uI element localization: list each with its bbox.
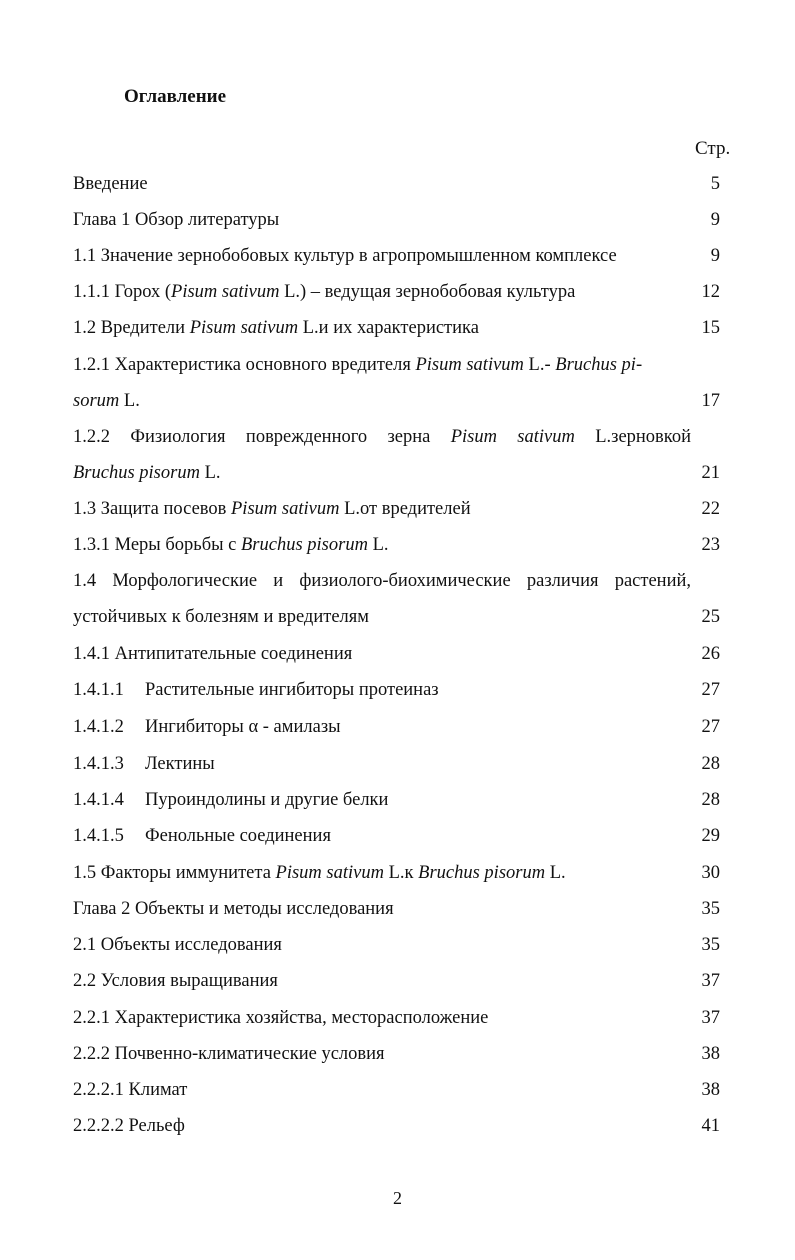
toc-page-number: 38 <box>701 1044 720 1064</box>
toc-entry: 2.1 Объекты исследования <box>73 935 282 955</box>
toc-page-number: 35 <box>701 899 720 919</box>
toc-page-number: 35 <box>701 935 720 955</box>
toc-page-number: 9 <box>710 210 720 230</box>
toc-page-number: 26 <box>701 644 720 664</box>
toc-entry: 1.2.1 Характеристика основного вредителя Pisum sativum L.- Bruchus pi- <box>73 355 643 375</box>
toc-entry: 1.3 Защита посевов Pisum sativum L.от вредителей <box>73 499 471 519</box>
toc-entry: Глава 1 Обзор литературы <box>73 210 280 230</box>
toc-entry: 1.2 Вредители Pisum sativum L.и их характеристика <box>73 318 479 338</box>
toc-entry: 1.4.1.3 Лектины <box>73 754 215 774</box>
toc-entry: Глава 2 Объекты и методы исследования <box>73 899 394 919</box>
toc-entry: 2.2.2.2 Рельеф <box>73 1116 185 1136</box>
toc-entry: Введение <box>73 174 148 194</box>
toc-page-number: 12 <box>701 282 720 302</box>
toc-page-number: 23 <box>701 535 720 555</box>
toc-entry: 1.4.1.2 Ингибиторы α - амилазы <box>73 717 341 737</box>
toc-page-number: 17 <box>701 391 720 411</box>
toc-entry: sorum L. <box>73 391 140 411</box>
toc-page-number: 27 <box>701 680 720 700</box>
toc-title: Оглавление <box>124 86 227 107</box>
toc-page-number: 37 <box>701 1008 720 1028</box>
toc-entry: 1.4.1 Антипитательные соединения <box>73 644 353 664</box>
toc-page-number: 5 <box>710 174 720 194</box>
toc-page-number: 27 <box>701 717 720 737</box>
toc-entry: Bruchus pisorum L. <box>73 463 221 483</box>
toc-entry: 2.2.1 Характеристика хозяйства, месторасположение <box>73 1008 489 1028</box>
toc-page-number: 25 <box>701 607 720 627</box>
toc-entry: 2.2.2.1 Климат <box>73 1080 188 1100</box>
toc-page-number: 37 <box>701 971 720 991</box>
toc-entry: 1.4.1.1 Растительные ингибиторы протеиназ <box>73 680 439 700</box>
toc-page-number: 21 <box>701 463 720 483</box>
toc-entry: 1.2.2 Физиология поврежденного зерна Pisum sativum L.зерновкой <box>73 427 691 447</box>
toc-page-number: 28 <box>701 754 720 774</box>
toc-entry: 1.4.1.5 Фенольные соединения <box>73 826 331 846</box>
toc-entry: 1.3.1 Меры борьбы с Bruchus pisorum L. <box>73 535 389 555</box>
footer-page-number: 2 <box>393 1188 402 1208</box>
toc-page-number: 9 <box>710 246 720 266</box>
toc-page-number: 38 <box>701 1080 720 1100</box>
toc-entry: 1.1 Значение зернобобовых культур в агропромышленном комплексе <box>73 246 617 266</box>
toc-entry: 1.1.1 Горох (Pisum sativum L.) – ведущая зернобобовая культура <box>73 282 576 302</box>
toc-page-number: 15 <box>701 318 720 338</box>
toc-entry: 2.2 Условия выращивания <box>73 971 278 991</box>
toc-page-number: 28 <box>701 790 720 810</box>
toc-entry: 1.4 Морфологические и физиолого-биохимические различия растений, <box>73 571 691 591</box>
page-column-header: Стр. <box>695 138 731 159</box>
toc-entry: 1.4.1.4 Пуроиндолины и другие белки <box>73 790 389 810</box>
toc-entry: 1.5 Факторы иммунитета Pisum sativum L.к Bruchus pisorum L. <box>73 863 566 883</box>
toc-page-number: 22 <box>701 499 720 519</box>
toc-entry: устойчивых к болезням и вредителям <box>73 607 369 627</box>
toc-page-number: 41 <box>701 1116 720 1136</box>
toc-page-number: 29 <box>701 826 720 846</box>
toc-entry: 2.2.2 Почвенно-климатические условия <box>73 1044 385 1064</box>
toc-page-number: 30 <box>701 863 720 883</box>
